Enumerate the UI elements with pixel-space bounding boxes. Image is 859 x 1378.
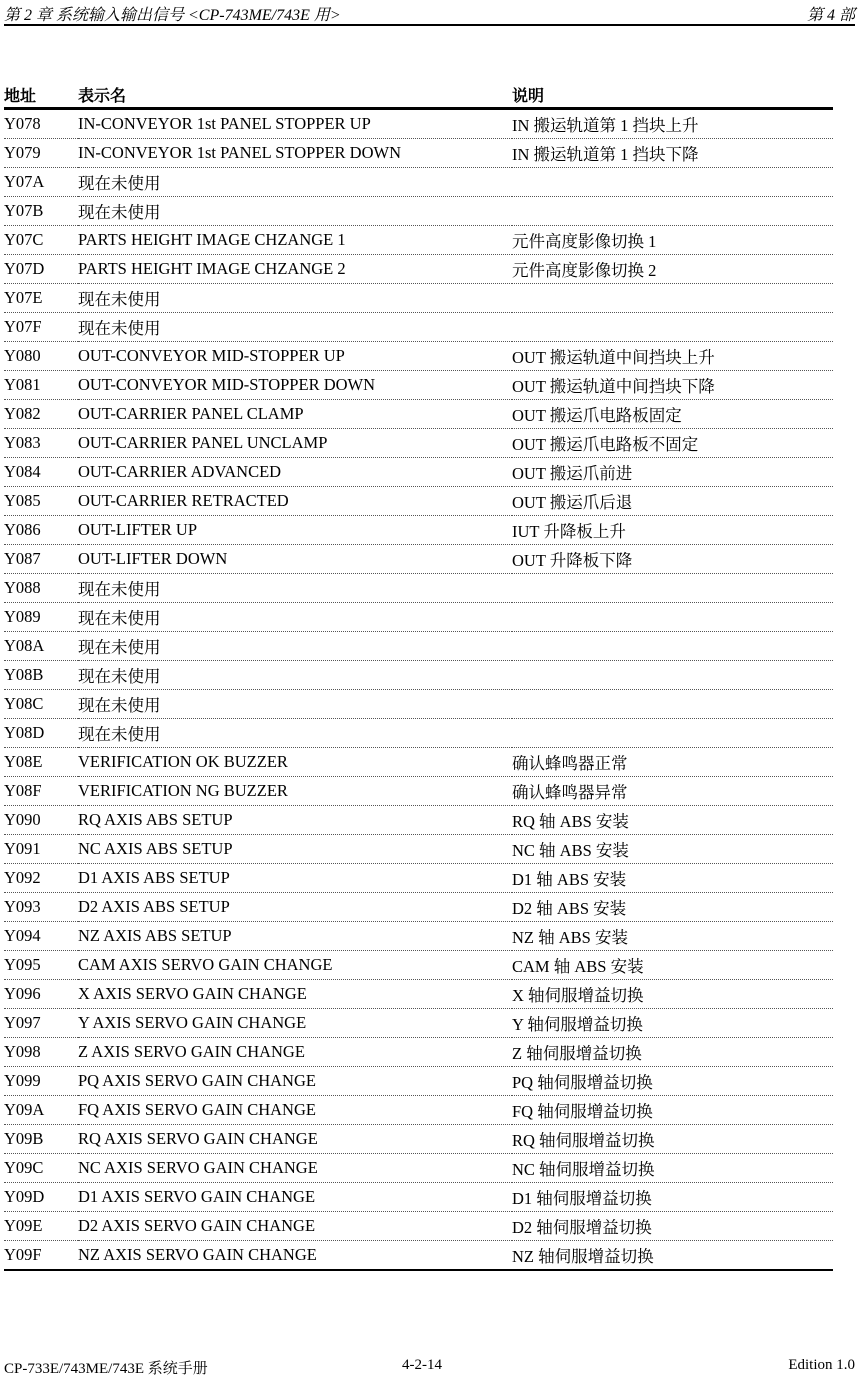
cell-address: Y083: [4, 429, 78, 458]
table-row: [4, 835, 833, 864]
cell-display-name: PQ AXIS SERVO GAIN CHANGE: [78, 1067, 512, 1096]
cell-address: Y078: [4, 109, 78, 139]
cell-address: Y087: [4, 545, 78, 574]
column-header-display-name: 表示名: [78, 80, 512, 109]
cell-description: [512, 690, 833, 719]
cell-display-name: 现在未使用: [78, 719, 512, 748]
cell-display-name: D2 AXIS SERVO GAIN CHANGE: [78, 1212, 512, 1241]
cell-address: Y082: [4, 400, 78, 429]
cell-description: IUT 升降板上升: [512, 516, 833, 545]
cell-address: Y08D: [4, 719, 78, 748]
table-row: [4, 226, 833, 255]
table-row: [4, 980, 833, 1009]
cell-address: Y079: [4, 139, 78, 168]
cell-address: Y09D: [4, 1183, 78, 1212]
table-row: [4, 371, 833, 400]
cell-display-name: IN-CONVEYOR 1st PANEL STOPPER UP: [78, 109, 512, 139]
cell-description: [512, 197, 833, 226]
table-row: [4, 922, 833, 951]
cell-display-name: Z AXIS SERVO GAIN CHANGE: [78, 1038, 512, 1067]
cell-description: OUT 搬运轨道中间挡块上升: [512, 342, 833, 371]
cell-description: NZ 轴伺服增益切换: [512, 1241, 833, 1271]
cell-display-name: OUT-LIFTER UP: [78, 516, 512, 545]
header-row: [4, 80, 833, 109]
chapter-title: 第 2 章 系统输入输出信号 <CP-743ME/743E 用>: [4, 7, 341, 24]
cell-display-name: OUT-CARRIER PANEL CLAMP: [78, 400, 512, 429]
cell-address: Y091: [4, 835, 78, 864]
table-row: [4, 1067, 833, 1096]
cell-address: Y08F: [4, 777, 78, 806]
cell-description: RQ 轴 ABS 安装: [512, 806, 833, 835]
cell-description: OUT 升降板下降: [512, 545, 833, 574]
cell-display-name: RQ AXIS ABS SETUP: [78, 806, 512, 835]
table-row: [4, 313, 833, 342]
cell-display-name: VERIFICATION NG BUZZER: [78, 777, 512, 806]
table-row: [4, 1038, 833, 1067]
cell-display-name: 现在未使用: [78, 603, 512, 632]
table-row: [4, 893, 833, 922]
cell-display-name: Y AXIS SERVO GAIN CHANGE: [78, 1009, 512, 1038]
table-row: [4, 1096, 833, 1125]
cell-description: [512, 284, 833, 313]
table-row: [4, 951, 833, 980]
table-row: [4, 168, 833, 197]
cell-address: Y09A: [4, 1096, 78, 1125]
cell-display-name: X AXIS SERVO GAIN CHANGE: [78, 980, 512, 1009]
table-row: [4, 574, 833, 603]
cell-address: Y09E: [4, 1212, 78, 1241]
cell-description: Z 轴伺服增益切换: [512, 1038, 833, 1067]
cell-description: NC 轴 ABS 安装: [512, 835, 833, 864]
cell-address: Y085: [4, 487, 78, 516]
cell-address: Y07E: [4, 284, 78, 313]
table-row: [4, 661, 833, 690]
table-row: [4, 864, 833, 893]
cell-address: Y08E: [4, 748, 78, 777]
table-row: [4, 603, 833, 632]
cell-display-name: D1 AXIS SERVO GAIN CHANGE: [78, 1183, 512, 1212]
cell-address: Y07F: [4, 313, 78, 342]
cell-description: D2 轴 ABS 安装: [512, 893, 833, 922]
table-row: [4, 690, 833, 719]
cell-description: RQ 轴伺服增益切换: [512, 1125, 833, 1154]
cell-address: Y095: [4, 951, 78, 980]
cell-description: Y 轴伺服增益切换: [512, 1009, 833, 1038]
table-row: [4, 458, 833, 487]
table-row: [4, 719, 833, 748]
cell-address: Y09F: [4, 1241, 78, 1271]
cell-description: OUT 搬运爪电路板固定: [512, 400, 833, 429]
table-body: [4, 109, 833, 1271]
cell-address: Y08C: [4, 690, 78, 719]
cell-display-name: 现在未使用: [78, 168, 512, 197]
cell-address: Y084: [4, 458, 78, 487]
cell-display-name: 现在未使用: [78, 197, 512, 226]
column-header-address: 地址: [4, 80, 78, 109]
cell-display-name: D1 AXIS ABS SETUP: [78, 864, 512, 893]
cell-display-name: PARTS HEIGHT IMAGE CHZANGE 2: [78, 255, 512, 284]
table-header: [4, 80, 833, 109]
cell-description: 元件高度影像切换 1: [512, 226, 833, 255]
cell-display-name: IN-CONVEYOR 1st PANEL STOPPER DOWN: [78, 139, 512, 168]
cell-description: OUT 搬运爪电路板不固定: [512, 429, 833, 458]
page-header: [4, 0, 855, 26]
column-header-description: 说明: [512, 80, 833, 109]
cell-description: FQ 轴伺服增益切换: [512, 1096, 833, 1125]
table-row: [4, 284, 833, 313]
cell-description: OUT 搬运爪后退: [512, 487, 833, 516]
cell-address: Y07C: [4, 226, 78, 255]
table-row: [4, 1241, 833, 1271]
cell-address: Y099: [4, 1067, 78, 1096]
cell-display-name: RQ AXIS SERVO GAIN CHANGE: [78, 1125, 512, 1154]
cell-display-name: CAM AXIS SERVO GAIN CHANGE: [78, 951, 512, 980]
table-row: [4, 632, 833, 661]
cell-address: Y092: [4, 864, 78, 893]
table-row: [4, 429, 833, 458]
table-row: [4, 1212, 833, 1241]
cell-address: Y098: [4, 1038, 78, 1067]
table-row: [4, 400, 833, 429]
cell-display-name: 现在未使用: [78, 632, 512, 661]
table-row: [4, 109, 833, 139]
cell-description: 确认蜂鸣器正常: [512, 748, 833, 777]
cell-description: NZ 轴 ABS 安装: [512, 922, 833, 951]
cell-description: NC 轴伺服增益切换: [512, 1154, 833, 1183]
table-row: [4, 487, 833, 516]
cell-description: [512, 632, 833, 661]
cell-address: Y09B: [4, 1125, 78, 1154]
cell-display-name: 现在未使用: [78, 284, 512, 313]
table-row: [4, 545, 833, 574]
cell-description: D1 轴 ABS 安装: [512, 864, 833, 893]
cell-address: Y089: [4, 603, 78, 632]
table-row: [4, 516, 833, 545]
cell-address: Y08B: [4, 661, 78, 690]
cell-description: [512, 313, 833, 342]
cell-display-name: 现在未使用: [78, 690, 512, 719]
cell-address: Y090: [4, 806, 78, 835]
cell-display-name: OUT-CONVEYOR MID-STOPPER DOWN: [78, 371, 512, 400]
cell-display-name: OUT-CONVEYOR MID-STOPPER UP: [78, 342, 512, 371]
cell-description: IN 搬运轨道第 1 挡块下降: [512, 139, 833, 168]
cell-address: Y097: [4, 1009, 78, 1038]
cell-address: Y088: [4, 574, 78, 603]
table-row: [4, 777, 833, 806]
cell-description: D2 轴伺服增益切换: [512, 1212, 833, 1241]
cell-address: Y086: [4, 516, 78, 545]
cell-description: 元件高度影像切换 2: [512, 255, 833, 284]
cell-description: [512, 574, 833, 603]
cell-display-name: OUT-CARRIER PANEL UNCLAMP: [78, 429, 512, 458]
part-label: 第 4 部: [806, 7, 855, 24]
edition-label: Edition 1.0: [788, 1357, 855, 1373]
cell-display-name: NZ AXIS SERVO GAIN CHANGE: [78, 1241, 512, 1271]
cell-address: Y07D: [4, 255, 78, 284]
cell-description: IN 搬运轨道第 1 挡块上升: [512, 109, 833, 139]
cell-address: Y080: [4, 342, 78, 371]
cell-address: Y08A: [4, 632, 78, 661]
table-row: [4, 1125, 833, 1154]
table-row: [4, 255, 833, 284]
table-row: [4, 342, 833, 371]
cell-display-name: D2 AXIS ABS SETUP: [78, 893, 512, 922]
cell-address: Y093: [4, 893, 78, 922]
cell-description: D1 轴伺服增益切换: [512, 1183, 833, 1212]
cell-display-name: NC AXIS ABS SETUP: [78, 835, 512, 864]
cell-description: [512, 603, 833, 632]
cell-address: Y081: [4, 371, 78, 400]
cell-display-name: 现在未使用: [78, 313, 512, 342]
cell-description: OUT 搬运爪前进: [512, 458, 833, 487]
cell-address: Y07A: [4, 168, 78, 197]
table-row: [4, 748, 833, 777]
cell-display-name: PARTS HEIGHT IMAGE CHZANGE 1: [78, 226, 512, 255]
cell-display-name: NZ AXIS ABS SETUP: [78, 922, 512, 951]
cell-description: [512, 168, 833, 197]
cell-display-name: VERIFICATION OK BUZZER: [78, 748, 512, 777]
cell-description: PQ 轴伺服增益切换: [512, 1067, 833, 1096]
cell-address: Y09C: [4, 1154, 78, 1183]
cell-display-name: OUT-CARRIER ADVANCED: [78, 458, 512, 487]
cell-description: [512, 719, 833, 748]
cell-display-name: OUT-CARRIER RETRACTED: [78, 487, 512, 516]
cell-description: CAM 轴 ABS 安装: [512, 951, 833, 980]
cell-description: 确认蜂鸣器异常: [512, 777, 833, 806]
table-row: [4, 1009, 833, 1038]
cell-address: Y094: [4, 922, 78, 951]
table-row: [4, 806, 833, 835]
manual-title: CP-733E/743ME/743E 系统手册: [4, 1361, 208, 1377]
cell-display-name: OUT-LIFTER DOWN: [78, 545, 512, 574]
cell-display-name: 现在未使用: [78, 661, 512, 690]
cell-display-name: FQ AXIS SERVO GAIN CHANGE: [78, 1096, 512, 1125]
table-row: [4, 1154, 833, 1183]
cell-display-name: NC AXIS SERVO GAIN CHANGE: [78, 1154, 512, 1183]
page-number: 4-2-14: [402, 1357, 442, 1373]
cell-description: [512, 661, 833, 690]
table-row: [4, 139, 833, 168]
cell-description: X 轴伺服增益切换: [512, 980, 833, 1009]
cell-address: Y096: [4, 980, 78, 1009]
cell-display-name: 现在未使用: [78, 574, 512, 603]
page-footer: [4, 1357, 855, 1375]
signal-table: [4, 80, 833, 1271]
table-row: [4, 197, 833, 226]
cell-address: Y07B: [4, 197, 78, 226]
cell-description: OUT 搬运轨道中间挡块下降: [512, 371, 833, 400]
table-row: [4, 1183, 833, 1212]
